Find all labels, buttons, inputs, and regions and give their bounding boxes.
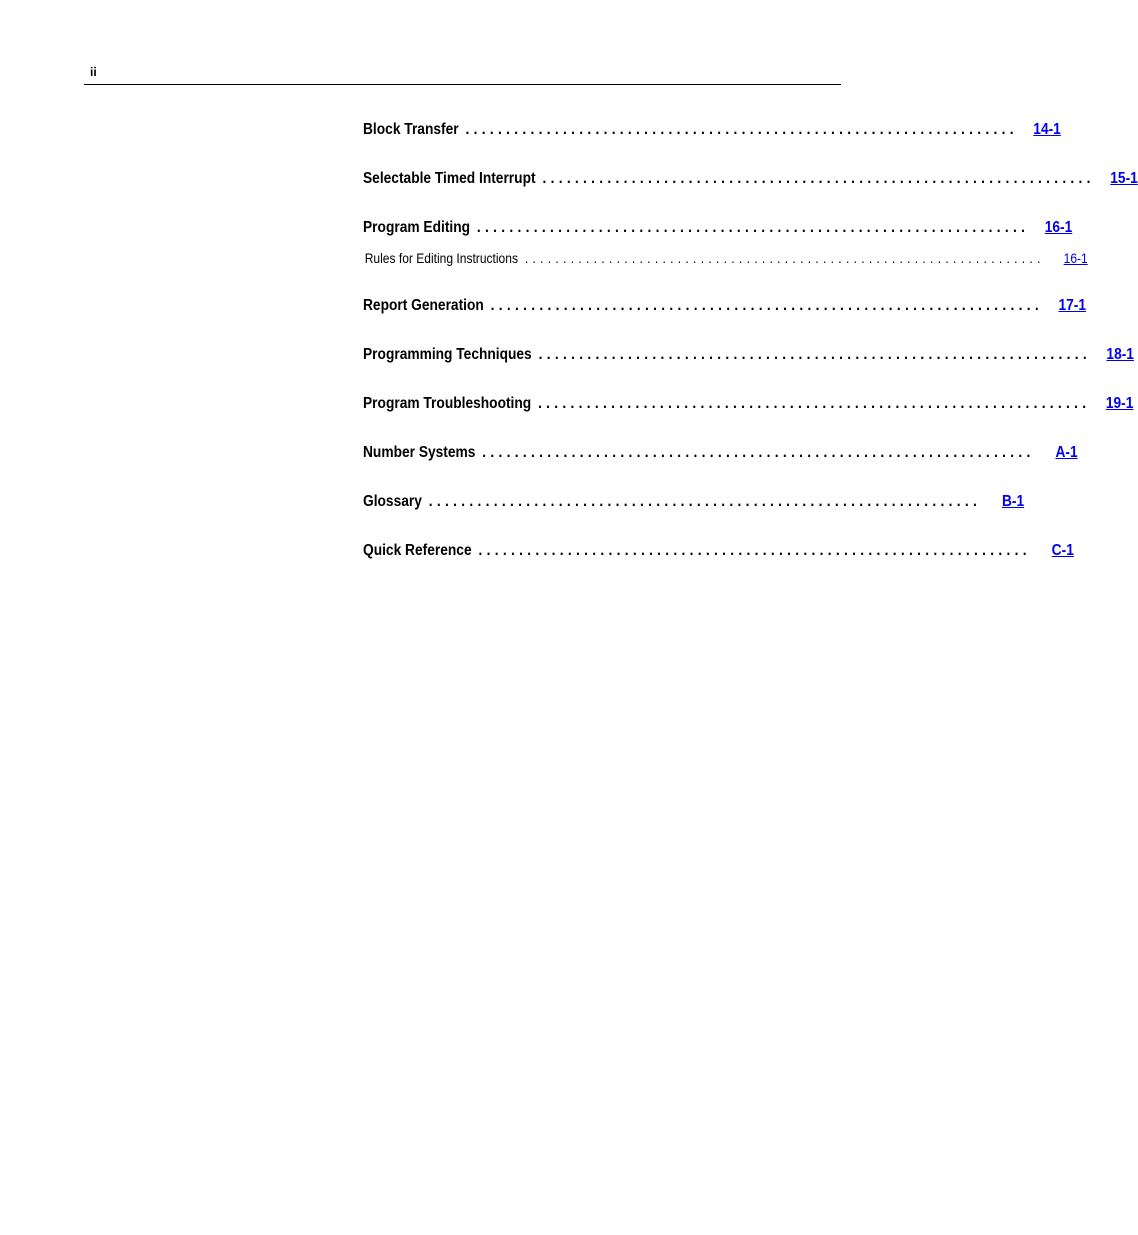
toc-entry-program-troubleshooting (363, 392, 1134, 416)
toc-entry-title: Number Systems (363, 444, 476, 461)
toc-entry-title: Glossary (363, 493, 422, 510)
toc-entry-title: Rules for Editing Instructions (364, 250, 518, 266)
toc-leader-dots: .................................................................... (538, 395, 1091, 412)
toc-page-link[interactable]: 19-1 (1105, 395, 1134, 412)
toc-leader-dots: .................................................................... (490, 297, 1044, 314)
toc-entry-selectable-timed-interrupt (363, 167, 1138, 191)
header-rule (84, 84, 841, 85)
toc-entry-rules-for-editing-instructions (363, 248, 1088, 268)
toc-entry-report-generation (363, 294, 1087, 318)
toc-leader-dots: .................................................................... (465, 121, 1018, 138)
toc-page-link[interactable]: C-1 (1051, 542, 1074, 559)
toc-leader-dots: .................................................................... (476, 219, 1030, 236)
toc-entry-title: Quick Reference (363, 542, 472, 559)
toc-entry-quick-reference (363, 539, 1074, 563)
toc-leader-dots: .................................................................... (482, 444, 1035, 461)
toc-leader-dots: .................................................................... (542, 170, 1095, 187)
page-number: ii (90, 65, 97, 79)
toc-entry-programming-techniques (363, 343, 1134, 367)
toc-leader-dots: .................................................................... (428, 493, 982, 510)
toc-entry-title: Block Transfer (363, 121, 459, 138)
toc-entry-number-systems (363, 441, 1078, 465)
toc-entry-title: Selectable Timed Interrupt (363, 170, 536, 187)
toc-leader-dots: .................................................................... (538, 346, 1091, 363)
toc-entry-program-editing (363, 216, 1073, 240)
toc-page-link[interactable]: B-1 (1001, 493, 1025, 510)
toc-entry-title: Program Troubleshooting (363, 395, 532, 412)
toc-entry-title: Program Editing (363, 219, 471, 236)
toc-leader-dots: .................................................................... (524, 250, 1045, 266)
toc-entry-title: Programming Techniques (363, 346, 532, 363)
toc-page-link[interactable]: A-1 (1055, 444, 1078, 461)
toc-entry-glossary (363, 490, 1025, 514)
toc-page-link[interactable]: 15-1 (1110, 170, 1138, 187)
toc-page-link[interactable]: 16-1 (1044, 219, 1073, 236)
toc-page-link[interactable]: 14-1 (1033, 121, 1061, 138)
toc-page-link[interactable]: 17-1 (1058, 297, 1087, 314)
toc-page-link[interactable]: 16-1 (1063, 250, 1088, 266)
toc-page-link[interactable]: 18-1 (1106, 346, 1134, 363)
toc-leader-dots: .................................................................... (478, 542, 1031, 559)
toc-entry-title: Report Generation (363, 297, 484, 314)
toc-entry-block-transfer (363, 118, 1061, 142)
